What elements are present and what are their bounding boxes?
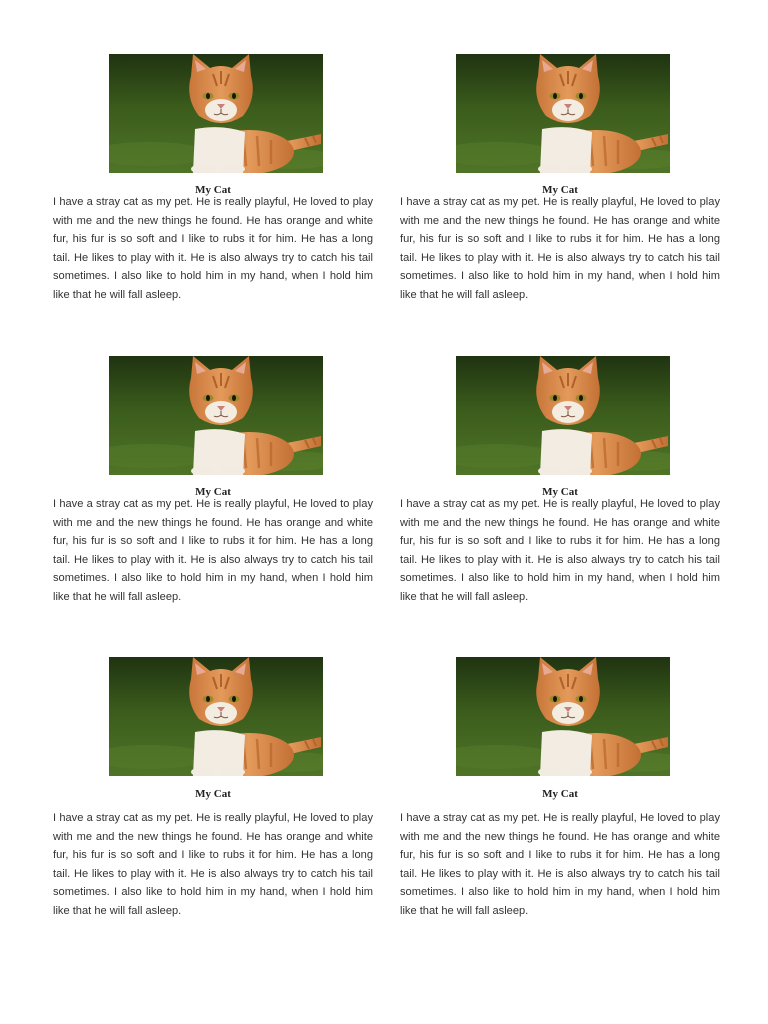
story-paragraph: I have a stray cat as my pet. He is really playful, He loved to play with me and the new things he found. He has orange and white fur, his fur is so soft and I like to rubs it for him. He has a long tail. He likes to play with it. He is also always try to catch his tail sometimes. I also like to hold him in my hand, when I hold him like that he will fall asleep. [400,812,720,917]
photo-caption: My Cat [195,184,231,196]
cat-photo [109,657,323,776]
cat-photo [109,54,323,173]
photo-caption: My Cat [542,184,578,196]
photo-caption: My Cat [542,788,578,800]
photo-caption: My Cat [195,788,231,800]
story-paragraph: I have a stray cat as my pet. He is really playful, He loved to play with me and the new things he found. He has orange and white fur, his fur is so soft and I like to rubs it for him. He has a long tail. He likes to play with it. He is also always try to catch his tail sometimes. I also like to hold him in my hand, when I hold him like that he will fall asleep. [53,498,373,603]
story-paragraph: I have a stray cat as my pet. He is really playful, He loved to play with me and the new things he found. He has orange and white fur, his fur is so soft and I like to rubs it for him. He has a long tail. He likes to play with it. He is also always try to catch his tail sometimes. I also like to hold him in my hand, when I hold him like that he will fall asleep. [53,196,373,301]
cat-photo [456,356,670,475]
photo-caption: My Cat [195,486,231,498]
cat-photo [109,356,323,475]
story-paragraph: I have a stray cat as my pet. He is really playful, He loved to play with me and the new things he found. He has orange and white fur, his fur is so soft and I like to rubs it for him. He has a long tail. He likes to play with it. He is also always try to catch his tail sometimes. I also like to hold him in my hand, when I hold him like that he will fall asleep. [53,812,373,917]
cat-photo [456,54,670,173]
photo-caption: My Cat [542,486,578,498]
story-paragraph: I have a stray cat as my pet. He is really playful, He loved to play with me and the new things he found. He has orange and white fur, his fur is so soft and I like to rubs it for him. He has a long tail. He likes to play with it. He is also always try to catch his tail sometimes. I also like to hold him in my hand, when I hold him like that he will fall asleep. [400,196,720,301]
story-paragraph: I have a stray cat as my pet. He is really playful, He loved to play with me and the new things he found. He has orange and white fur, his fur is so soft and I like to rubs it for him. He has a long tail. He likes to play with it. He is also always try to catch his tail sometimes. I also like to hold him in my hand, when I hold him like that he will fall asleep. [400,498,720,603]
cat-photo [456,657,670,776]
